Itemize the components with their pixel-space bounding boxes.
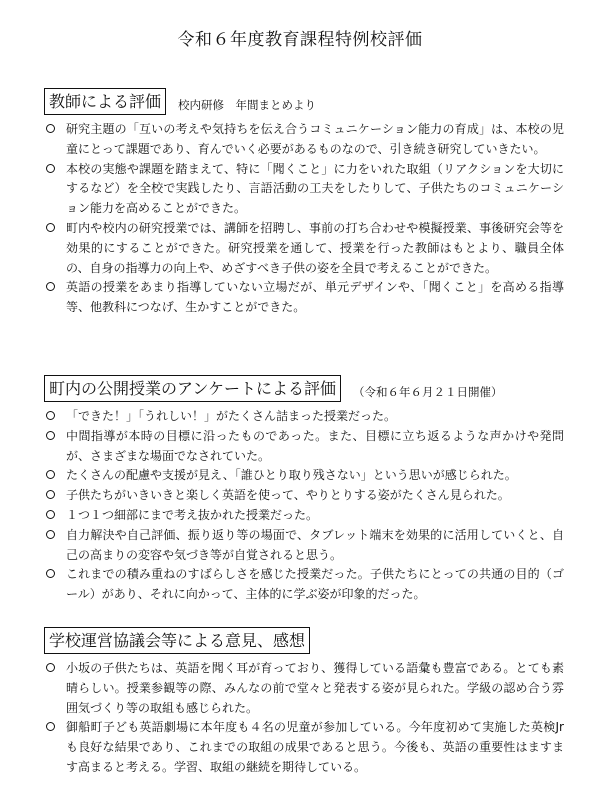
list-item	[44, 506, 564, 526]
list-item	[44, 278, 564, 318]
list-item	[44, 659, 564, 718]
circle-bullet-icon	[46, 223, 55, 232]
section-heading: 学校運営協議会等による意見、感想	[44, 627, 310, 654]
section-school-council-opinions	[44, 627, 564, 778]
list-item-text: これまでの積み重ねのすばらしさを感じた授業だった。子供たちにとっての共通の目的（ゴール）があり、それに向かって、主体的に学ぶ姿が印象的だった。	[66, 567, 564, 602]
circle-bullet-icon	[46, 510, 55, 519]
circle-bullet-icon	[46, 569, 55, 578]
circle-bullet-icon	[46, 470, 55, 479]
list-item	[44, 120, 564, 160]
list-item-text: 研究主題の「互いの考えや気持ちを伝え合うコミュニケーション能力の育成」は、本校の児童にとって課題であり、育んでいく必要があるものなので、引き続き研究していきたい。	[66, 122, 564, 156]
circle-bullet-icon	[46, 164, 55, 173]
document-title: 令和６年度教育課程特例校評価	[177, 30, 423, 50]
list-item-text: 小坂の子供たちは、英語を聞く耳が育っており、獲得している語彙も豊富である。とても素晴らしい。授業参観等の際、みんなの前で堂々と発表する姿が見られた。学級の認め合う雰囲気づくり等の取組も感じられた。	[66, 661, 564, 715]
section-item-list	[44, 120, 564, 318]
section-heading-row	[44, 627, 564, 654]
list-item	[44, 526, 564, 566]
circle-bullet-icon	[46, 722, 55, 731]
section-item-list	[44, 659, 564, 778]
section-item-list	[44, 407, 564, 605]
list-item-text: 中間指導が本時の目標に沿ったものであった。また、目標に立ち返るような声かけや発問が、さまざまな場面でなされていた。	[66, 428, 564, 463]
circle-bullet-icon	[46, 431, 55, 440]
section-heading-row	[44, 375, 564, 402]
circle-bullet-icon	[46, 490, 55, 499]
circle-bullet-icon	[46, 530, 55, 539]
section-heading-note: 校内研修 年間まとめより	[178, 98, 317, 112]
list-item-text: 本校の実態や課題を踏まえて、特に「聞くこと」に力をいれた取組（リアクションを大切にするなど）を全校で実践したり、言語活動の工夫をしたりして、子供たちのコミュニケーション能力を高めることができた。	[66, 161, 564, 216]
list-item	[44, 219, 564, 278]
section-heading: 町内の公開授業のアンケートによる評価	[44, 375, 341, 402]
circle-bullet-icon	[46, 411, 55, 420]
list-item-text: 御船町子ども英語劇場に本年度も４名の児童が参加している。今年度初めて実施した英検Jr も良好な結果であり、これまでの取組の成果であると思う。今後も、英語の重要性はますます高まると考える。学習、取組の継続を期待している。	[66, 720, 564, 774]
section-teacher-evaluation	[44, 88, 564, 318]
list-item	[44, 486, 564, 506]
list-item	[44, 407, 564, 427]
circle-bullet-icon	[46, 124, 55, 133]
circle-bullet-icon	[46, 282, 55, 291]
list-item-text: 子供たちがいきいきと楽しく英語を使って、やりとりする姿がたくさん見られた。	[66, 488, 510, 503]
list-item-text: 英語の授業をあまり指導していない立場だが、単元デザインや、「聞くこと」を高める指導等、他教科につなげ、生かすことができた。	[66, 280, 564, 315]
section-heading: 教師による評価	[44, 88, 166, 115]
section-open-class-survey	[44, 375, 564, 605]
circle-bullet-icon	[46, 663, 55, 672]
list-item	[44, 160, 564, 219]
section-heading-note: （令和６年６月２１日開催）	[353, 385, 503, 399]
list-item-text: 町内や校内の研究授業では、講師を招聘し、事前の打ち合わせや模擬授業、事後研究会等を効果的にすることができた。研究授業を通して、授業を行った教師はもとより、職員全体の、自身の指導力の向上や、めざすべき子供の姿を全員で考えることができた。	[66, 220, 564, 275]
list-item-text: 自力解決や自己評価、振り返り等の場面で、タブレット端末を効果的に活用していくと、自己の高まりの変容や気づき等が自覚されると思う。	[66, 527, 564, 562]
list-item	[44, 718, 564, 777]
list-item-text: たくさんの配慮や支援が見え、「誰ひとり取り残さない」という思いが感じられた。	[66, 468, 517, 483]
list-item-text: １つ１つ細部にまで考え抜かれた授業だった。	[66, 507, 319, 522]
list-item	[44, 466, 564, 486]
list-item	[44, 427, 564, 467]
section-heading-row	[44, 88, 564, 115]
list-item-text: 「できた！」「うれしい！」がたくさん詰まった授業だった。	[66, 409, 397, 423]
list-item	[44, 565, 564, 605]
